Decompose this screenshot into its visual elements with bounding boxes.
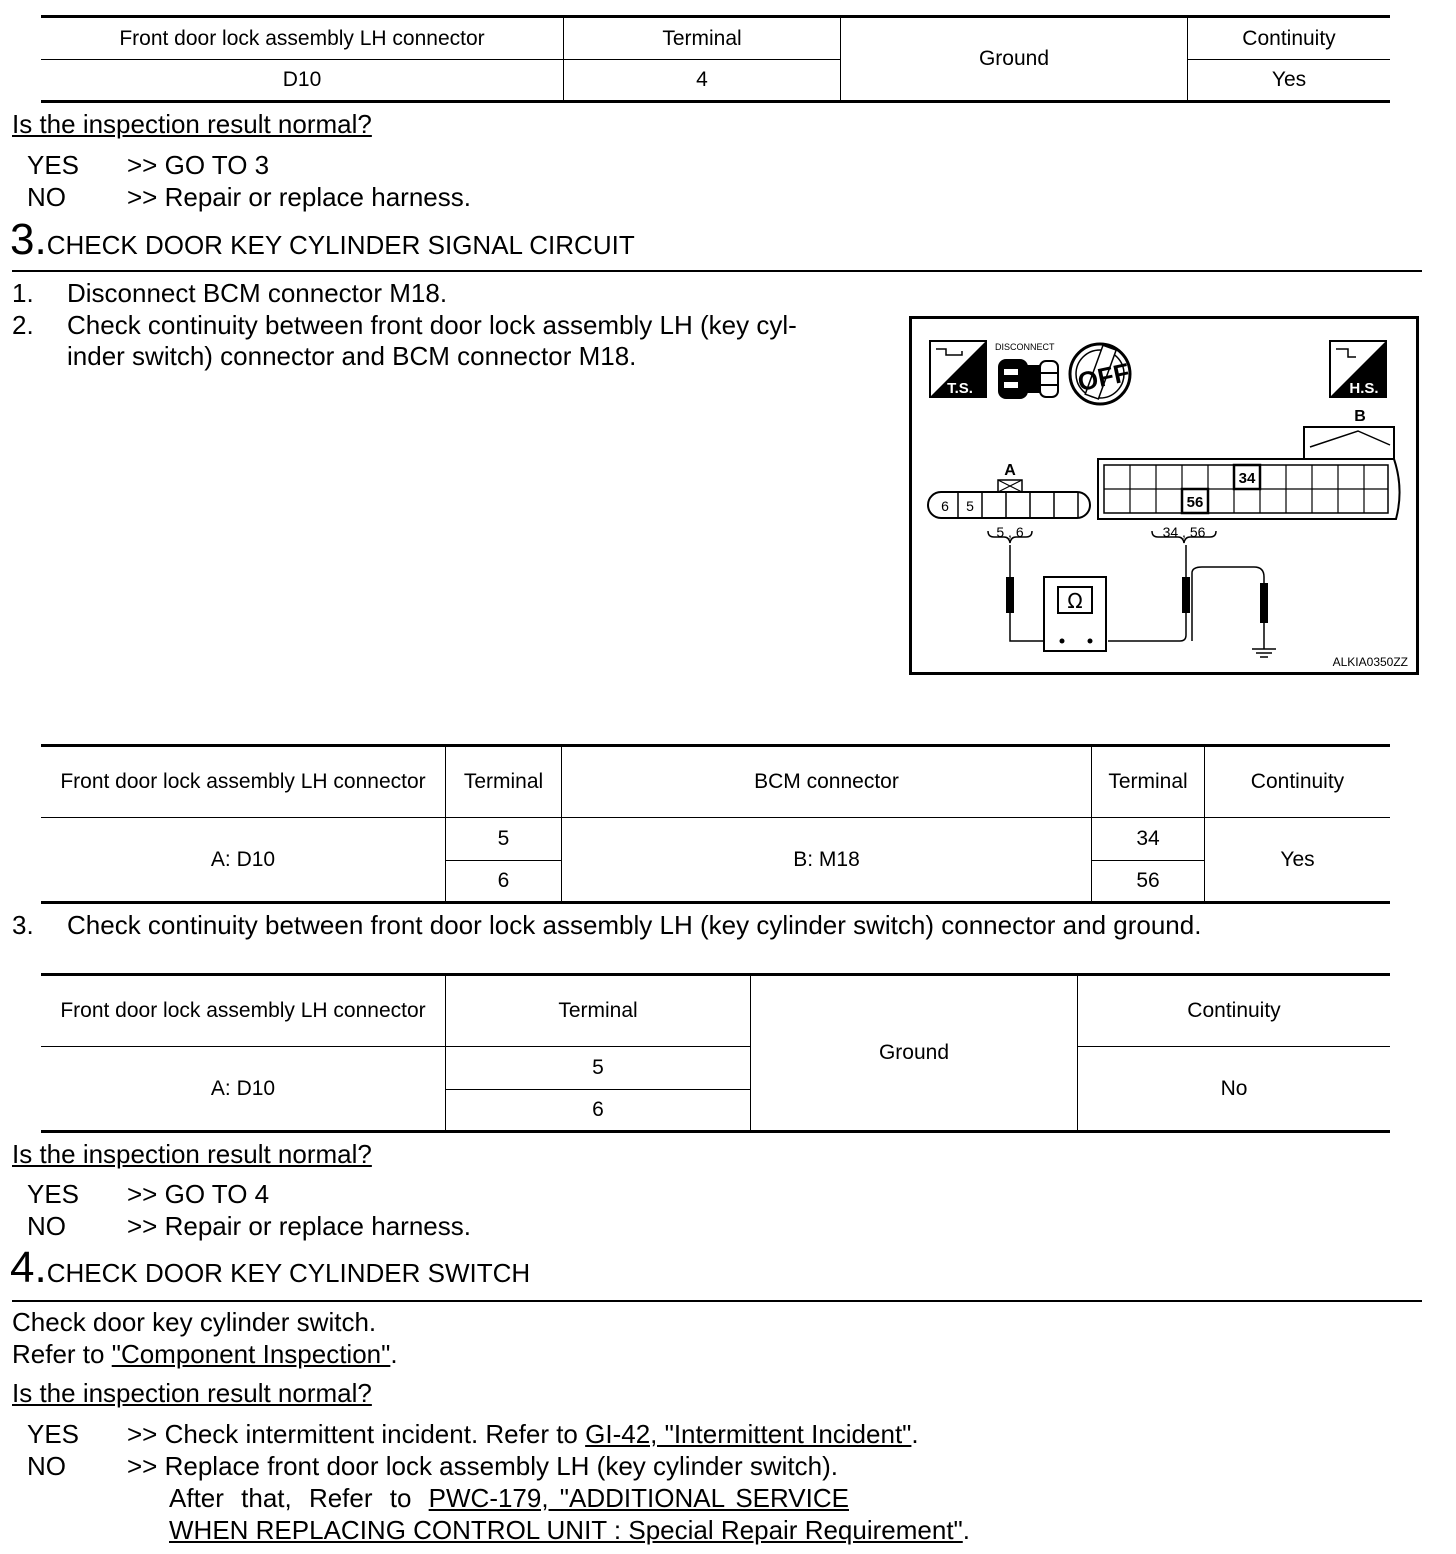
- step-3-item-3: Check continuity between front door lock assembly LH (key cylinder switch) connector and ground.: [67, 910, 1202, 940]
- no-line3-suffix: .: [962, 1515, 971, 1545]
- table3-header-terminal: Terminal: [446, 975, 751, 1047]
- inspection-question: Is the inspection result normal?: [12, 109, 372, 139]
- pin-56: 56: [1186, 494, 1204, 511]
- answer-no-line2: [169, 1483, 849, 1513]
- answer-yes-label: YES: [27, 1179, 80, 1209]
- no-line2-prefix: After that, Refer to: [169, 1483, 429, 1513]
- off-label: OFF: [1075, 356, 1133, 398]
- answer-yes-text: >> GO TO 3: [127, 150, 270, 180]
- table2-bcm: B: M18: [562, 818, 1092, 903]
- probe-a-label: 5 , 6: [996, 524, 1024, 540]
- step-3-title: CHECK DOOR KEY CYLINDER SIGNAL CIRCUIT: [46, 230, 635, 260]
- table2-terminal-56: 56: [1092, 861, 1205, 903]
- additional-service-link-cont[interactable]: WHEN REPLACING CONTROL UNIT : Special Repair Requirement": [169, 1515, 963, 1545]
- table3-terminal-6: 6: [446, 1090, 751, 1132]
- answer-yes-label: YES: [27, 1419, 80, 1449]
- connector-a-label: A: [1004, 462, 1016, 479]
- refer-prefix: Refer to: [12, 1339, 112, 1369]
- answer-no-label: NO: [27, 1451, 66, 1481]
- table3-header-connector: Front door lock assembly LH connector: [41, 975, 446, 1047]
- ts-label: T.S.: [947, 380, 973, 397]
- answer-yes-text: >> GO TO 4: [127, 1179, 270, 1209]
- hs-icon: [1330, 341, 1386, 397]
- intermittent-incident-link[interactable]: GI-42, "Intermittent Incident": [585, 1419, 912, 1449]
- answer-yes-label: YES: [27, 150, 80, 180]
- circuit-diagram: [909, 316, 1419, 675]
- answer-no-label: NO: [27, 182, 66, 212]
- table3-connector: A: D10: [41, 1047, 446, 1132]
- answer-no-line3: [169, 1515, 970, 1545]
- table2-header-connector: Front door lock assembly LH connector: [41, 746, 446, 818]
- pin-34: 34: [1238, 470, 1256, 487]
- table2-terminal-34: 34: [1092, 818, 1205, 861]
- table2-header-bcm: BCM connector: [562, 746, 1092, 818]
- step-3-item-2-number: 2.: [12, 310, 34, 340]
- pin-6: 6: [941, 498, 949, 514]
- connector-a: [928, 462, 1090, 543]
- table3-continuity: No: [1220, 1076, 1248, 1100]
- table3-header-ground: Ground: [751, 975, 1078, 1132]
- step-3-item-1: Disconnect BCM connector M18.: [67, 278, 448, 308]
- table-ground-continuity-2: [41, 973, 1390, 1133]
- step-3-heading: [10, 215, 635, 264]
- table1-terminal: 4: [564, 60, 841, 102]
- table2-terminal-6: 6: [446, 861, 562, 903]
- inspection-question: Is the inspection result normal?: [12, 1378, 372, 1408]
- answer-no-text: >> Repair or replace harness.: [127, 182, 471, 212]
- step-3-number: 3.: [10, 215, 47, 264]
- answer-no-text: >> Repair or replace harness.: [127, 1211, 471, 1241]
- refer-suffix: .: [390, 1339, 398, 1369]
- table1-header-ground: Ground: [841, 17, 1188, 102]
- inspection-question: Is the inspection result normal?: [12, 1139, 372, 1169]
- ohm-symbol: Ω: [1067, 589, 1083, 613]
- answer-no-line1: >> Replace front door lock assembly LH (key cylinder switch).: [127, 1451, 838, 1481]
- table1-connector: D10: [41, 60, 564, 102]
- table3-terminal-5: 5: [446, 1047, 751, 1090]
- table2-header-terminal2: Terminal: [1092, 746, 1205, 818]
- answer-yes-text: [127, 1419, 919, 1449]
- additional-service-link[interactable]: PWC-179, "ADDITIONAL SERVICE: [428, 1483, 849, 1513]
- step-4-refer: [12, 1339, 398, 1369]
- table3-header-continuity: Continuity: [1078, 975, 1391, 1047]
- ignition-off-icon: [1070, 344, 1132, 404]
- hs-label: H.S.: [1349, 380, 1379, 397]
- ts-icon: [930, 341, 986, 397]
- step-4-line1: Check door key cylinder switch.: [12, 1307, 377, 1337]
- disconnect-label: DISCONNECT: [995, 342, 1055, 352]
- connector-b-label: B: [1354, 408, 1366, 425]
- step-4-title: CHECK DOOR KEY CYLINDER SWITCH: [46, 1258, 531, 1288]
- table1-header-connector: Front door lock assembly LH connector: [41, 17, 564, 60]
- divider: [12, 270, 1422, 272]
- pin-5: 5: [966, 498, 974, 514]
- step-3-item-1-number: 1.: [12, 278, 34, 308]
- disconnect-icon: [995, 342, 1058, 399]
- diagram-code: ALKIA0350ZZ: [1332, 655, 1408, 669]
- table2-continuity: Yes: [1280, 847, 1315, 871]
- table1-header-terminal: Terminal: [564, 17, 841, 60]
- divider: [12, 1300, 1422, 1302]
- table-bcm-continuity: [41, 744, 1390, 904]
- table2-terminal-5: 5: [446, 818, 562, 861]
- step-4-heading: [10, 1243, 531, 1292]
- table-ground-continuity-1: [41, 15, 1390, 103]
- connector-b: [1098, 408, 1400, 543]
- step-4-number: 4.: [10, 1243, 47, 1292]
- ohmmeter: [1006, 545, 1276, 657]
- table2-header-terminal: Terminal: [446, 746, 562, 818]
- step-3-item-3-number: 3.: [12, 910, 34, 940]
- step-3-item-2-line1: Check continuity between front door lock assembly LH (key cyl-: [67, 310, 797, 340]
- table1-continuity: Yes: [1271, 68, 1307, 91]
- component-inspection-link[interactable]: "Component Inspection": [111, 1339, 391, 1369]
- yes-text: >> Check intermittent incident. Refer to: [127, 1419, 586, 1449]
- table2-header-continuity: Continuity: [1205, 746, 1391, 818]
- yes-suffix: .: [911, 1419, 919, 1449]
- answer-no-label: NO: [27, 1211, 66, 1241]
- step-3-item-2-line2: inder switch) connector and BCM connector M18.: [67, 341, 637, 371]
- table2-connector: A: D10: [41, 818, 446, 903]
- circuit-diagram-svg: [912, 319, 1416, 672]
- probe-b-label: 34 , 56: [1162, 524, 1206, 540]
- table1-header-continuity: Continuity: [1188, 17, 1391, 60]
